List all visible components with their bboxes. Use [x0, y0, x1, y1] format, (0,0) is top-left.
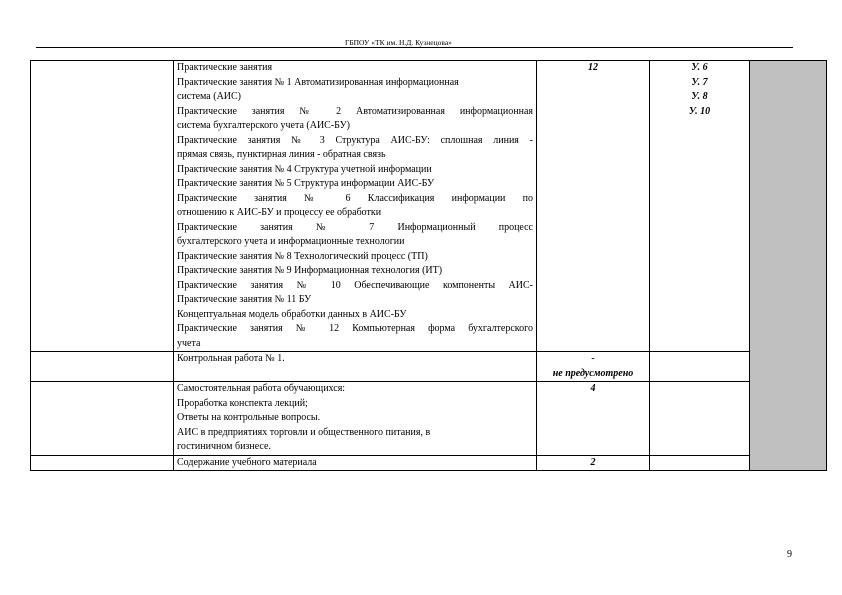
table-row: [31, 61, 827, 352]
content-line: Практические занятия № 8 Технологический процесс (ТП): [177, 250, 428, 262]
code-value: У. 8: [691, 91, 708, 102]
content-cell: [174, 352, 537, 382]
hours-cell: [537, 61, 650, 352]
content-line: Практические занятия № 5 Структура информации АИС-БУ: [177, 178, 435, 189]
content-line: АИС в предприятиях торговли и общественного питания, в: [177, 426, 431, 438]
content-line: бухгалтерского учета и информационные технологии: [177, 236, 405, 247]
code-value: У. 6: [691, 62, 708, 73]
hours-value: 2: [590, 456, 596, 468]
document-header: ГБПОУ «ТК им. Н.Д. Кузнецова»: [345, 38, 452, 47]
hours-cell: [537, 455, 650, 471]
content-line: учета: [177, 337, 201, 349]
hours-value: -: [591, 353, 595, 364]
content-line: Практические занятия № 2 Автоматизированная информационная: [177, 105, 533, 117]
content-line: Практические занятия № 9 Информационная технология (ИТ): [177, 265, 443, 276]
content-line: Практические занятия № 10 Обеспечивающие компоненты АИС-: [177, 279, 533, 291]
content-line: Содержание учебного материала: [177, 456, 317, 468]
hours-value: не предусмотрено: [552, 367, 634, 379]
content-line: Контрольная работа № 1.: [177, 353, 285, 364]
codes-cell: [650, 455, 750, 471]
codes-cell: [650, 61, 750, 352]
content-line: Практические занятия № 3 Структура АИС-БУ: сплошная линия -: [177, 134, 533, 146]
content-line: Практические занятия № 1 Автоматизированная информационная: [177, 76, 459, 88]
content-cell: [174, 455, 537, 471]
content-line: гостиничном бизнесе.: [177, 441, 271, 452]
section-cell: [31, 352, 174, 382]
content-line: Практические занятия № 4 Структура учетной информации: [177, 163, 432, 175]
hours-value: 4: [590, 383, 596, 394]
page-number: 9: [787, 549, 792, 560]
table-row: [31, 352, 827, 382]
content-line: Практические занятия № 6 Классификация информации по: [177, 192, 533, 204]
section-cell: [31, 382, 174, 456]
code-value: У. 7: [691, 76, 708, 88]
content-line: Концептуальная модель обработки данных в АИС-БУ: [177, 308, 407, 320]
content-line: прямая связь, пунктирная линия - обратная связь: [177, 149, 386, 160]
codes-cell: [650, 382, 750, 456]
code-value: У. 10: [688, 105, 711, 117]
content-line: Практические занятия: [177, 62, 273, 73]
hours-cell: [537, 382, 650, 456]
shaded-column: [750, 61, 827, 471]
content-line: Проработка конспекта лекций;: [177, 397, 308, 409]
content-line: система (АИС): [177, 91, 242, 102]
content-line: Ответы на контрольные вопросы.: [177, 412, 321, 423]
content-line: Практические занятия № 7 Информационный процесс: [177, 221, 533, 233]
hours-cell: [537, 352, 650, 382]
content-line: Практические занятия № 11 БУ: [177, 294, 312, 305]
content-line: Самостоятельная работа обучающихся:: [177, 383, 346, 394]
table-row: [31, 382, 827, 456]
table-row: [31, 455, 827, 471]
content-cell: [174, 61, 537, 352]
content-line: система бухгалтерского учета (АИС-БУ): [177, 120, 350, 131]
header-rule: [36, 47, 793, 48]
curriculum-table: [30, 60, 827, 471]
content-line: Практические занятия № 12 Компьютерная форма бухгалтерского: [177, 323, 533, 334]
content-cell: [174, 382, 537, 456]
hours-value: 12: [588, 62, 598, 73]
section-cell: [31, 61, 174, 352]
section-cell: [31, 455, 174, 471]
content-line: отношению к АИС-БУ и процессу ее обработки: [177, 207, 382, 218]
codes-cell: [650, 352, 750, 382]
